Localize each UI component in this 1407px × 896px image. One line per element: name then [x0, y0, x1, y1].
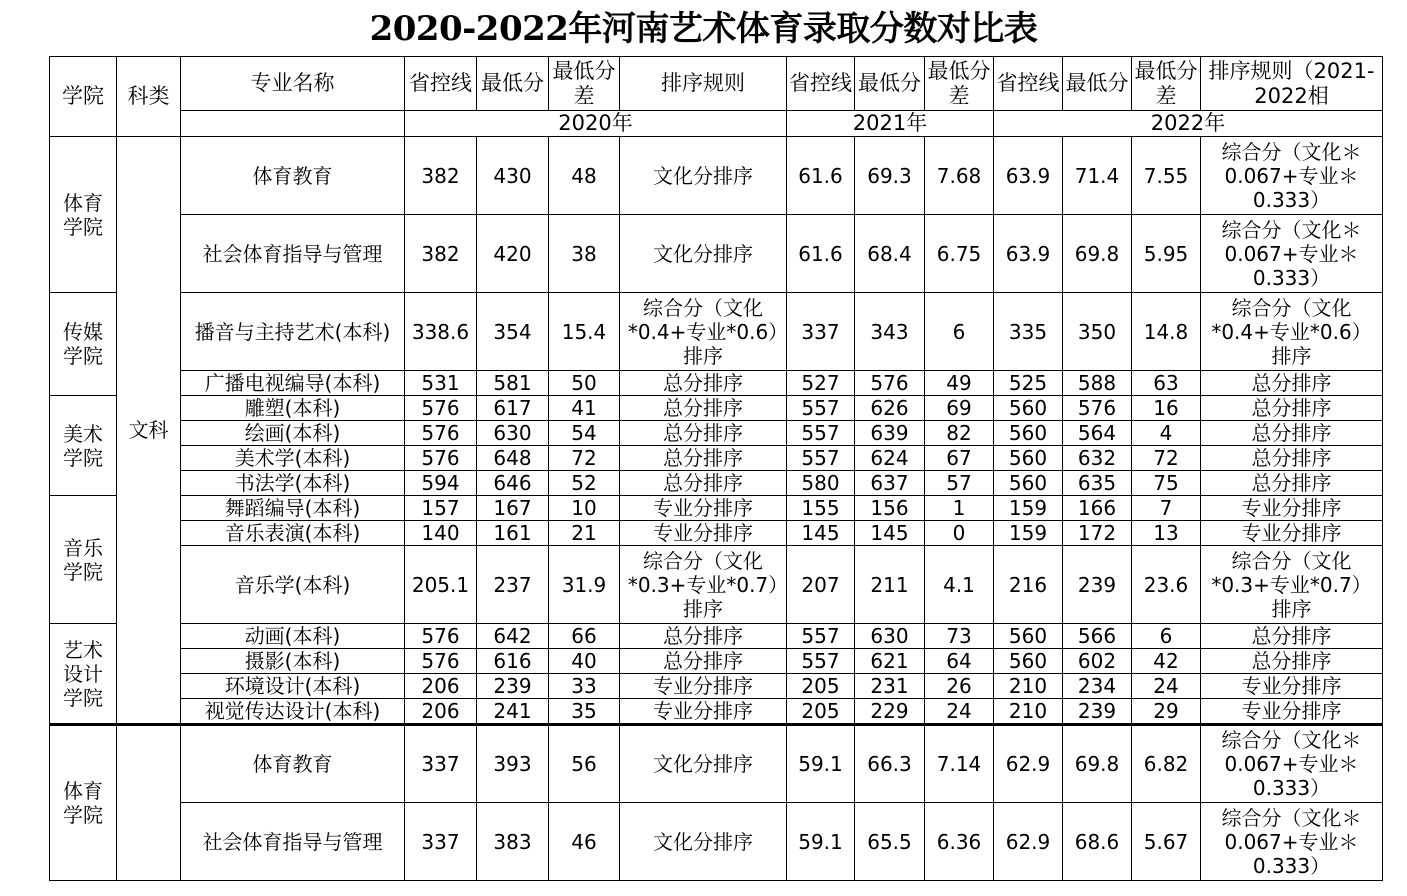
header-2022-diff: 最低分差 — [1132, 57, 1201, 111]
cell-m21: 630 — [855, 624, 925, 649]
cell-l22: 159 — [994, 496, 1063, 521]
cell-r22: 综合分（文化＊0.067+专业＊0.333） — [1201, 803, 1383, 881]
header-year-2022: 2022年 — [994, 111, 1383, 137]
table-row — [50, 649, 1383, 674]
cell-m20: 616 — [477, 649, 549, 674]
cell-l20: 157 — [405, 496, 477, 521]
cell-r22: 总分排序 — [1201, 471, 1383, 496]
cell-l22: 560 — [994, 421, 1063, 446]
cell-d20: 41 — [549, 396, 620, 421]
cell-l20: 531 — [405, 371, 477, 396]
cell-l20: 576 — [405, 396, 477, 421]
cell-l21: 557 — [787, 396, 855, 421]
cell-d21: 64 — [925, 649, 994, 674]
category-cell: 文科 — [117, 137, 181, 725]
cell-m20: 241 — [477, 699, 549, 725]
header-2022-line: 省控线 — [994, 57, 1063, 111]
cell-r20: 总分排序 — [620, 446, 787, 471]
cell-l22: 210 — [994, 699, 1063, 725]
cell-l22: 63.9 — [994, 137, 1063, 215]
cell-r22: 总分排序 — [1201, 396, 1383, 421]
major-cell: 音乐表演(本科) — [181, 521, 405, 546]
cell-m22: 576 — [1063, 396, 1132, 421]
cell-l20: 382 — [405, 215, 477, 293]
cell-m20: 393 — [477, 725, 549, 803]
cell-l22: 216 — [994, 546, 1063, 624]
cell-m20: 581 — [477, 371, 549, 396]
cell-d21: 1 — [925, 496, 994, 521]
cell-l21: 557 — [787, 421, 855, 446]
cell-r20: 文化分排序 — [620, 215, 787, 293]
cell-d22: 7 — [1132, 496, 1201, 521]
cell-d22: 29 — [1132, 699, 1201, 725]
cell-r20: 总分排序 — [620, 624, 787, 649]
score-table — [49, 56, 1383, 881]
cell-m22: 635 — [1063, 471, 1132, 496]
cell-d20: 52 — [549, 471, 620, 496]
header-2020-diff: 最低分差 — [549, 57, 620, 111]
cell-l21: 61.6 — [787, 137, 855, 215]
cell-l20: 205.1 — [405, 546, 477, 624]
cell-d20: 15.4 — [549, 293, 620, 371]
cell-r22: 总分排序 — [1201, 371, 1383, 396]
cell-r20: 专业分排序 — [620, 699, 787, 725]
cell-l21: 205 — [787, 674, 855, 699]
cell-d20: 72 — [549, 446, 620, 471]
cell-l20: 576 — [405, 649, 477, 674]
header-major: 专业名称 — [181, 57, 405, 111]
cell-m21: 66.3 — [855, 725, 925, 803]
cell-l21: 557 — [787, 446, 855, 471]
cell-l21: 580 — [787, 471, 855, 496]
cell-l22: 560 — [994, 649, 1063, 674]
cell-d22: 5.67 — [1132, 803, 1201, 881]
cell-r22: 总分排序 — [1201, 421, 1383, 446]
table-row — [50, 725, 1383, 803]
major-cell: 美术学(本科) — [181, 446, 405, 471]
table-row — [50, 471, 1383, 496]
cell-r22: 综合分（文化*0.3+专业*0.7）排序 — [1201, 546, 1383, 624]
college-cell: 体育学院 — [50, 137, 117, 293]
major-cell: 摄影(本科) — [181, 649, 405, 674]
cell-d21: 24 — [925, 699, 994, 725]
cell-r22: 专业分排序 — [1201, 496, 1383, 521]
cell-r22: 专业分排序 — [1201, 521, 1383, 546]
cell-d21: 7.68 — [925, 137, 994, 215]
cell-r20: 专业分排序 — [620, 521, 787, 546]
cell-l21: 557 — [787, 624, 855, 649]
cell-l21: 207 — [787, 546, 855, 624]
table-row — [50, 371, 1383, 396]
cell-l21: 145 — [787, 521, 855, 546]
cell-m21: 624 — [855, 446, 925, 471]
table-row — [50, 293, 1383, 371]
cell-r20: 文化分排序 — [620, 137, 787, 215]
cell-d21: 67 — [925, 446, 994, 471]
cell-r20: 总分排序 — [620, 421, 787, 446]
cell-l22: 560 — [994, 446, 1063, 471]
cell-m21: 621 — [855, 649, 925, 674]
cell-d20: 10 — [549, 496, 620, 521]
cell-m21: 65.5 — [855, 803, 925, 881]
cell-d22: 24 — [1132, 674, 1201, 699]
cell-l22: 560 — [994, 396, 1063, 421]
cell-l21: 205 — [787, 699, 855, 725]
cell-l20: 206 — [405, 674, 477, 699]
cell-l20: 576 — [405, 446, 477, 471]
cell-d21: 82 — [925, 421, 994, 446]
cell-m22: 350 — [1063, 293, 1132, 371]
table-row — [50, 546, 1383, 624]
major-cell: 动画(本科) — [181, 624, 405, 649]
cell-r20: 总分排序 — [620, 396, 787, 421]
cell-m22: 68.6 — [1063, 803, 1132, 881]
cell-m20: 430 — [477, 137, 549, 215]
cell-d21: 0 — [925, 521, 994, 546]
cell-m20: 648 — [477, 446, 549, 471]
cell-d22: 72 — [1132, 446, 1201, 471]
cell-m21: 231 — [855, 674, 925, 699]
header-category: 科类 — [117, 57, 181, 137]
cell-m21: 156 — [855, 496, 925, 521]
cell-m20: 383 — [477, 803, 549, 881]
table-row — [50, 803, 1383, 881]
cell-m22: 564 — [1063, 421, 1132, 446]
cell-l21: 61.6 — [787, 215, 855, 293]
cell-d20: 33 — [549, 674, 620, 699]
cell-m22: 588 — [1063, 371, 1132, 396]
cell-l21: 155 — [787, 496, 855, 521]
cell-d20: 35 — [549, 699, 620, 725]
cell-m20: 161 — [477, 521, 549, 546]
cell-r20: 总分排序 — [620, 371, 787, 396]
college-cell: 音乐学院 — [50, 496, 117, 624]
major-cell: 雕塑(本科) — [181, 396, 405, 421]
cell-m22: 566 — [1063, 624, 1132, 649]
major-cell: 社会体育指导与管理 — [181, 215, 405, 293]
cell-m22: 172 — [1063, 521, 1132, 546]
cell-l20: 576 — [405, 421, 477, 446]
cell-d20: 40 — [549, 649, 620, 674]
cell-m22: 69.8 — [1063, 725, 1132, 803]
cell-m20: 617 — [477, 396, 549, 421]
cell-m22: 166 — [1063, 496, 1132, 521]
cell-r20: 总分排序 — [620, 471, 787, 496]
cell-l22: 63.9 — [994, 215, 1063, 293]
cell-l22: 62.9 — [994, 803, 1063, 881]
cell-r20: 综合分（文化*0.4+专业*0.6）排序 — [620, 293, 787, 371]
cell-l20: 337 — [405, 725, 477, 803]
cell-d22: 7.55 — [1132, 137, 1201, 215]
cell-r20: 专业分排序 — [620, 674, 787, 699]
major-cell: 播音与主持艺术(本科) — [181, 293, 405, 371]
header-college: 学院 — [50, 57, 117, 137]
cell-d20: 31.9 — [549, 546, 620, 624]
cell-m20: 646 — [477, 471, 549, 496]
cell-m21: 69.3 — [855, 137, 925, 215]
cell-d21: 6.36 — [925, 803, 994, 881]
header-2020-rule: 排序规则 — [620, 57, 787, 111]
cell-m22: 239 — [1063, 546, 1132, 624]
cell-l22: 560 — [994, 624, 1063, 649]
header-2022-min: 最低分 — [1063, 57, 1132, 111]
cell-d21: 6 — [925, 293, 994, 371]
cell-r20: 专业分排序 — [620, 496, 787, 521]
cell-l20: 382 — [405, 137, 477, 215]
cell-r22: 专业分排序 — [1201, 699, 1383, 725]
cell-m21: 343 — [855, 293, 925, 371]
cell-l20: 338.6 — [405, 293, 477, 371]
cell-l21: 527 — [787, 371, 855, 396]
cell-d20: 56 — [549, 725, 620, 803]
cell-d20: 54 — [549, 421, 620, 446]
cell-d20: 21 — [549, 521, 620, 546]
header-2020-line: 省控线 — [405, 57, 477, 111]
cell-m20: 420 — [477, 215, 549, 293]
table-row — [50, 396, 1383, 421]
major-cell: 社会体育指导与管理 — [181, 803, 405, 881]
college-cell: 艺术设计学院 — [50, 624, 117, 725]
cell-d21: 69 — [925, 396, 994, 421]
college-cell: 体育学院 — [50, 725, 117, 881]
cell-l21: 59.1 — [787, 725, 855, 803]
cell-l22: 210 — [994, 674, 1063, 699]
cell-d22: 16 — [1132, 396, 1201, 421]
cell-m21: 639 — [855, 421, 925, 446]
cell-d20: 50 — [549, 371, 620, 396]
cell-m22: 602 — [1063, 649, 1132, 674]
cell-r20: 文化分排序 — [620, 725, 787, 803]
college-cell: 美术学院 — [50, 396, 117, 496]
header-rule-2021-2022: 排序规则（2021-2022相 — [1201, 57, 1383, 111]
cell-d20: 66 — [549, 624, 620, 649]
major-cell: 视觉传达设计(本科) — [181, 699, 405, 725]
cell-l21: 59.1 — [787, 803, 855, 881]
major-cell: 广播电视编导(本科) — [181, 371, 405, 396]
page-title: 2020-2022年河南艺术体育录取分数对比表 — [369, 9, 1038, 49]
cell-d22: 63 — [1132, 371, 1201, 396]
cell-m20: 167 — [477, 496, 549, 521]
cell-m21: 211 — [855, 546, 925, 624]
cell-m21: 626 — [855, 396, 925, 421]
cell-m21: 68.4 — [855, 215, 925, 293]
cell-m21: 637 — [855, 471, 925, 496]
cell-m22: 69.8 — [1063, 215, 1132, 293]
table-row — [50, 496, 1383, 521]
cell-m22: 234 — [1063, 674, 1132, 699]
cell-m20: 239 — [477, 674, 549, 699]
cell-r22: 总分排序 — [1201, 649, 1383, 674]
cell-d22: 75 — [1132, 471, 1201, 496]
cell-r22: 总分排序 — [1201, 446, 1383, 471]
header-2021-diff: 最低分差 — [925, 57, 994, 111]
cell-l22: 525 — [994, 371, 1063, 396]
cell-m21: 145 — [855, 521, 925, 546]
cell-d22: 4 — [1132, 421, 1201, 446]
cell-d21: 26 — [925, 674, 994, 699]
table-row — [50, 137, 1383, 215]
cell-r20: 总分排序 — [620, 649, 787, 674]
major-cell: 音乐学(本科) — [181, 546, 405, 624]
cell-d22: 14.8 — [1132, 293, 1201, 371]
cell-m22: 239 — [1063, 699, 1132, 725]
table-row — [50, 674, 1383, 699]
cell-d21: 7.14 — [925, 725, 994, 803]
cell-d21: 73 — [925, 624, 994, 649]
cell-d22: 5.95 — [1132, 215, 1201, 293]
cell-r22: 专业分排序 — [1201, 674, 1383, 699]
cell-l20: 337 — [405, 803, 477, 881]
cell-r22: 总分排序 — [1201, 624, 1383, 649]
header-2021-line: 省控线 — [787, 57, 855, 111]
header-2021-min: 最低分 — [855, 57, 925, 111]
table-row — [50, 215, 1383, 293]
cell-m21: 229 — [855, 699, 925, 725]
cell-l22: 560 — [994, 471, 1063, 496]
header-2020-min: 最低分 — [477, 57, 549, 111]
cell-l20: 140 — [405, 521, 477, 546]
cell-d22: 42 — [1132, 649, 1201, 674]
cell-l22: 159 — [994, 521, 1063, 546]
cell-r20: 综合分（文化*0.3+专业*0.7）排序 — [620, 546, 787, 624]
major-cell: 书法学(本科) — [181, 471, 405, 496]
cell-r20: 文化分排序 — [620, 803, 787, 881]
cell-d21: 6.75 — [925, 215, 994, 293]
cell-l22: 62.9 — [994, 725, 1063, 803]
cell-l20: 594 — [405, 471, 477, 496]
cell-d22: 6.82 — [1132, 725, 1201, 803]
cell-d22: 23.6 — [1132, 546, 1201, 624]
cell-m22: 71.4 — [1063, 137, 1132, 215]
major-cell: 环境设计(本科) — [181, 674, 405, 699]
college-cell: 传媒学院 — [50, 293, 117, 396]
major-cell: 体育教育 — [181, 725, 405, 803]
cell-r22: 综合分（文化＊0.067+专业＊0.333） — [1201, 215, 1383, 293]
major-cell: 舞蹈编导(本科) — [181, 496, 405, 521]
cell-m20: 237 — [477, 546, 549, 624]
header-year-2020: 2020年 — [405, 111, 787, 137]
cell-m20: 630 — [477, 421, 549, 446]
cell-l20: 576 — [405, 624, 477, 649]
cell-l20: 206 — [405, 699, 477, 725]
cell-m20: 642 — [477, 624, 549, 649]
cell-d21: 4.1 — [925, 546, 994, 624]
table-row — [50, 421, 1383, 446]
header-year-2021: 2021年 — [787, 111, 994, 137]
cell-r22: 综合分（文化*0.4+专业*0.6）排序 — [1201, 293, 1383, 371]
header-major-spacer — [181, 111, 405, 137]
cell-l22: 335 — [994, 293, 1063, 371]
cell-d21: 57 — [925, 471, 994, 496]
cell-l21: 337 — [787, 293, 855, 371]
table-row — [50, 521, 1383, 546]
cell-d20: 48 — [549, 137, 620, 215]
cell-m20: 354 — [477, 293, 549, 371]
cell-r22: 综合分（文化＊0.067+专业＊0.333） — [1201, 137, 1383, 215]
category-cell — [117, 725, 181, 881]
cell-d21: 49 — [925, 371, 994, 396]
table-row — [50, 699, 1383, 725]
cell-r22: 综合分（文化＊0.067+专业＊0.333） — [1201, 725, 1383, 803]
cell-d20: 46 — [549, 803, 620, 881]
cell-d22: 6 — [1132, 624, 1201, 649]
cell-d20: 38 — [549, 215, 620, 293]
table-row — [50, 624, 1383, 649]
cell-m21: 576 — [855, 371, 925, 396]
major-cell: 体育教育 — [181, 137, 405, 215]
cell-d22: 13 — [1132, 521, 1201, 546]
cell-m22: 632 — [1063, 446, 1132, 471]
major-cell: 绘画(本科) — [181, 421, 405, 446]
cell-l21: 557 — [787, 649, 855, 674]
table-row — [50, 446, 1383, 471]
